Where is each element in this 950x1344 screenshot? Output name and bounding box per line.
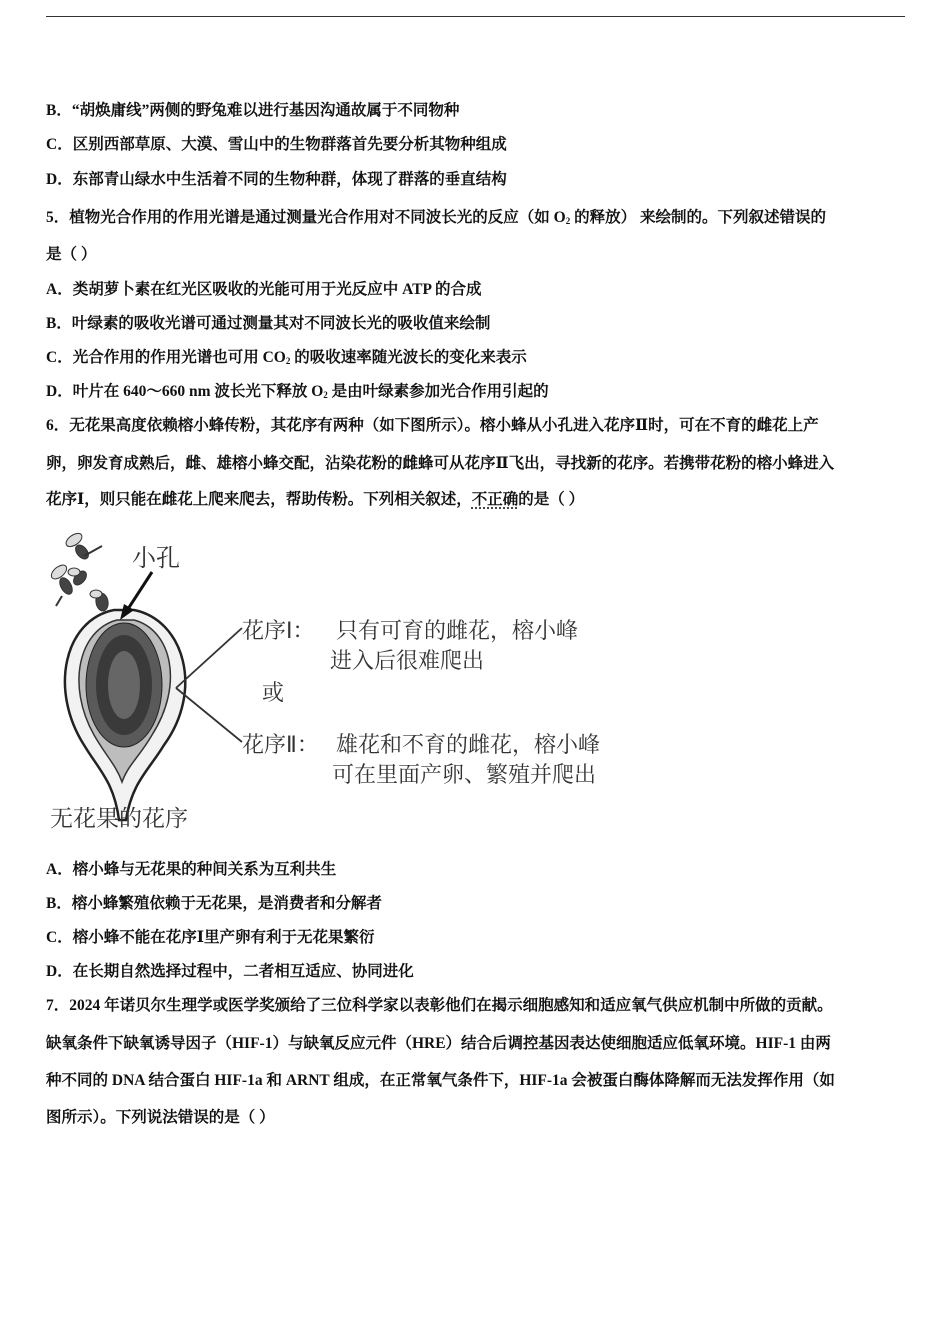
wasp-icon [90, 590, 109, 612]
inflorescence-type2-desc: 雄花和不育的雌花，榕小峰 [336, 733, 601, 758]
q5-stem-line2: 是（ ） [46, 246, 97, 263]
figure-caption: 无花果的花序 [50, 806, 188, 832]
q5-option-c-text-b: 的吸收速率随光波长的变化来表示 [290, 349, 527, 366]
q6-stem-text-a: 花序Ⅰ，则只能在雌花上爬来爬去，帮助传粉。下列相关叙述， [46, 491, 472, 508]
q5-option-c-text-a: C．光合作用的作用光谱也可用 CO [46, 349, 286, 366]
header-rule [46, 16, 905, 17]
hole-label: 小孔 [132, 544, 180, 572]
q6-option-d: D．在长期自然选择过程中，二者相互适应、协同进化 [46, 963, 414, 980]
q6-stem-line1: 6．无花果高度依赖榕小蜂传粉，其花序有两种（如下图所示）。榕小蜂从小孔进入花序Ⅱ时，可在不育的雌花上产 [46, 417, 819, 434]
q4-option-c: C．区别西部草原、大漠、雪山中的生物群落首先要分析其物种组成 [46, 136, 507, 153]
q5-option-d-text-b: 是由叶绿素参加光合作用引起的 [327, 383, 549, 400]
q5-option-d-subscript: 2 [323, 390, 328, 400]
inflorescence-type1-desc-line2: 进入后很难爬出 [330, 649, 485, 674]
q7-stem-line3: 种不同的 DNA 结合蛋白 HIF-1a 和 ARNT 组成，在正常氧气条件下，HIF-1a 会被蛋白酶体降解而无法发挥作用（如 [46, 1072, 835, 1089]
fig-cross-section [65, 610, 185, 820]
fig-inflorescence-diagram [44, 520, 624, 840]
q5-stem-text-b: 的释放） 来绘制的。下列叙述错误的 [570, 209, 826, 226]
q5-option-c-subscript: 2 [285, 356, 291, 366]
q5-option-d-text-a: D．叶片在 640～660 nm 波长光下释放 O [46, 383, 324, 400]
or-label: 或 [262, 681, 285, 706]
inflorescence-type1-label: 花序Ⅰ： [242, 619, 315, 644]
q6-option-b: B．榕小蜂繁殖依赖于无花果，是消费者和分解者 [46, 895, 382, 912]
q6-stem-line2: 卵，卵发育成熟后，雌、雄榕小蜂交配，沾染花粉的雌蜂可从花序Ⅱ飞出，寻找新的花序。若携带花粉的榕小蜂进入 [46, 455, 835, 472]
q7-stem-line1: 7．2024 年诺贝尔生理学或医学奖颁给了三位科学家以表彰他们在揭示细胞感知和适应氧气供应机制中所做的贡献。 [46, 997, 833, 1014]
q6-emphasis-not-correct: 不正确 [471, 491, 519, 508]
q6-option-a: A．榕小蜂与无花果的种间关系为互利共生 [46, 861, 337, 878]
q6-stem-line3 [46, 490, 906, 510]
q7-stem-line4: 图所示）。下列说法错误的是（ ） [46, 1109, 275, 1126]
q5-stem-text-a: 5．植物光合作用的作用光谱是通过测量光合作用对不同波长光的反应（如 O [46, 209, 566, 226]
q5-option-a: A．类胡萝卜素在红光区吸收的光能可用于光反应中 ATP 的合成 [46, 281, 482, 298]
inflorescence-type1-desc: 只有可育的雌花，榕小峰 [336, 619, 579, 644]
inflorescence-type2-label: 花序Ⅱ： [242, 733, 319, 758]
q4-option-d: D．东部青山绿水中生活着不同的生物种群，体现了群落的垂直结构 [46, 171, 507, 188]
q6-stem-text-b: 的是（ ） [518, 491, 585, 508]
wasp-icon [64, 531, 102, 562]
q7-stem-line2: 缺氧条件下缺氧诱导因子（HIF-1）与缺氧反应元件（HRE）结合后调控基因表达使细胞适应低氧环境。HIF-1 由两 [46, 1035, 831, 1052]
q5-option-d [46, 382, 906, 405]
q6-option-c: C．榕小蜂不能在花序Ⅰ里产卵有利于无花果繁衍 [46, 929, 375, 946]
q4-option-b: B．“胡焕庸线”两侧的野兔难以进行基因沟通故属于不同物种 [46, 102, 460, 119]
q5-stem-subscript: 2 [565, 216, 571, 226]
q5-option-b: B．叶绿素的吸收光谱可通过测量其对不同波长光的吸收值来绘制 [46, 315, 491, 332]
inflorescence-type2-desc-line2: 可在里面产卵、繁殖并爬出 [332, 763, 597, 788]
q5-option-c [46, 348, 906, 371]
q5-stem-line1 [46, 208, 906, 231]
